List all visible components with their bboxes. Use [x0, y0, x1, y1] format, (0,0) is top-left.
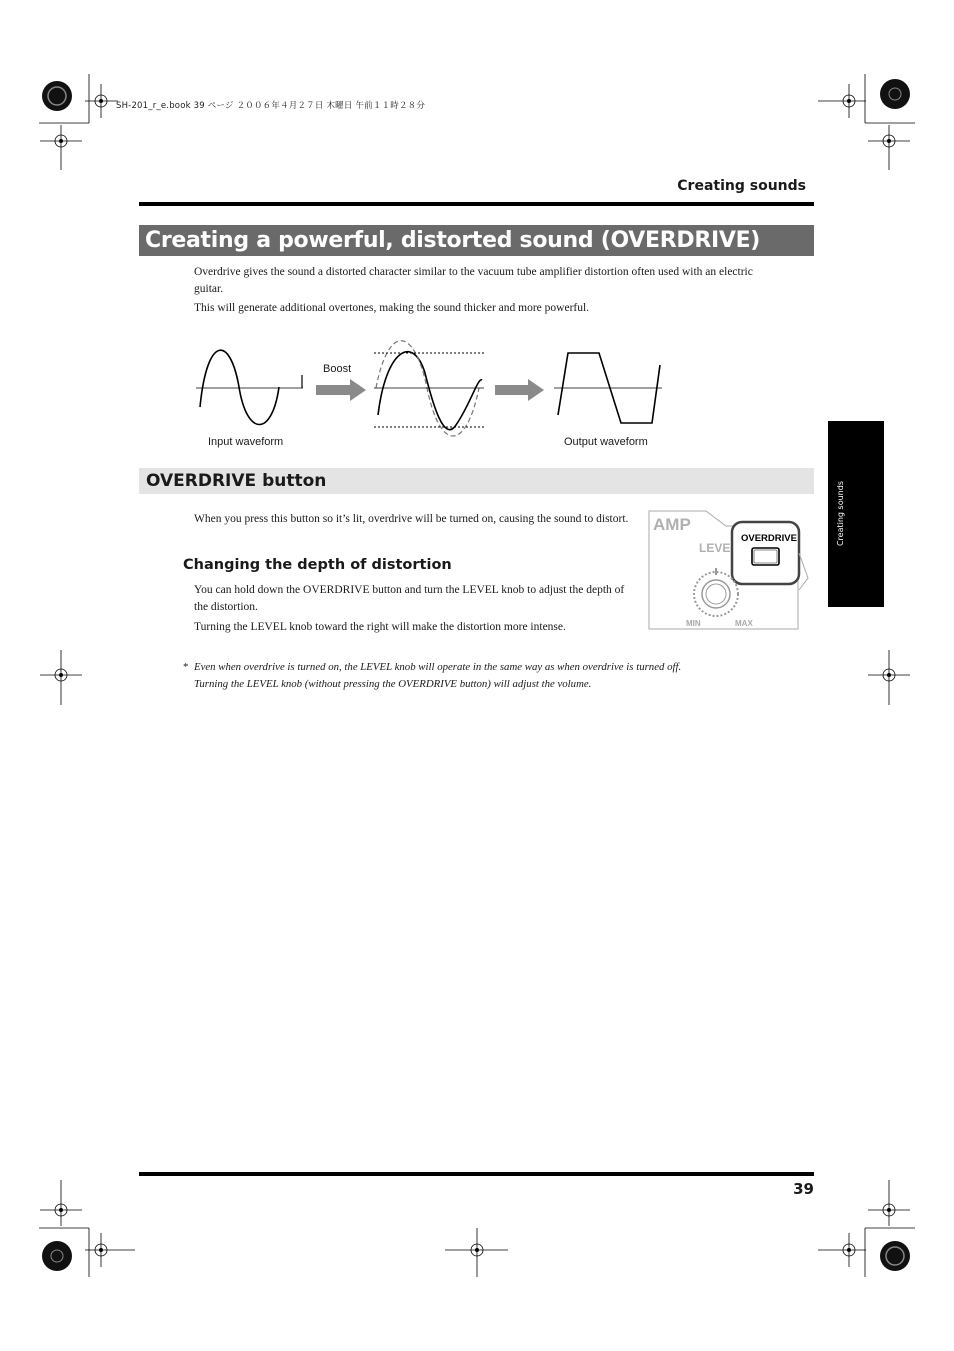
subsection-title: OVERDRIVE button: [146, 471, 327, 491]
panel-min-label: MIN: [686, 619, 701, 628]
distortion-paragraph-2: Turning the LEVEL knob toward the right will make the distortion more intense.: [194, 621, 566, 633]
print-info: SH-201_r_e.book 39 ページ ２００６年４月２７日 木曜日 午前１１時２８分: [116, 101, 426, 111]
subsection-heading-bar: [139, 468, 814, 494]
note-line: Even when overdrive is turned on, the LEVEL knob will operate in the same way as when overdrive is turned off.: [194, 661, 682, 673]
boost-label: Boost: [323, 363, 352, 375]
input-sine-wave: [200, 350, 279, 424]
panel-max-label: MAX: [735, 619, 753, 628]
section-heading-bar: [139, 225, 814, 256]
note-marker: *: [183, 661, 189, 673]
panel-level-label: LEVE: [699, 541, 731, 555]
arrow-right-icon: [495, 379, 544, 401]
overdrive-button: [752, 548, 779, 565]
waveform-diagram: [190, 335, 670, 445]
footer-rule: [139, 1172, 814, 1176]
intro-paragraph: Overdrive gives the sound a distorted character similar to the vacuum tube amplifier distortion often used with an electric guitar.: [194, 266, 753, 295]
chapter-side-tab: [828, 421, 884, 607]
output-waveform-label: Output waveform: [564, 436, 648, 448]
panel-overdrive-label: OVERDRIVE: [741, 533, 797, 544]
subsubsection-title: Changing the depth of distortion: [183, 557, 452, 573]
header-rule: [139, 202, 814, 206]
boost-arrow-icon: [316, 379, 366, 401]
panel-amp-label: AMP: [653, 515, 691, 534]
overdrive-paragraph: When you press this button so it’s lit, overdrive will be turned on, causing the sound to distort.: [194, 513, 629, 525]
section-title: Creating a powerful, distorted sound (OVERDRIVE): [145, 228, 761, 253]
page-number: 39: [793, 1180, 814, 1198]
running-head: Creating sounds: [677, 178, 806, 194]
side-tab-label: Creating sounds: [836, 481, 845, 547]
boosted-sine-wave: [378, 352, 482, 430]
note-line-2: Turning the LEVEL knob (without pressing the OVERDRIVE button) will adjust the volume.: [194, 678, 592, 690]
overdrive-panel-illustration: [646, 508, 814, 634]
input-waveform-label: Input waveform: [208, 436, 284, 448]
intro-paragraph-2: This will generate additional overtones, making the sound thicker and more powerful.: [194, 302, 590, 314]
distortion-paragraph: You can hold down the OVERDRIVE button and turn the LEVEL knob to adjust the depth of the distortion.: [194, 584, 625, 613]
